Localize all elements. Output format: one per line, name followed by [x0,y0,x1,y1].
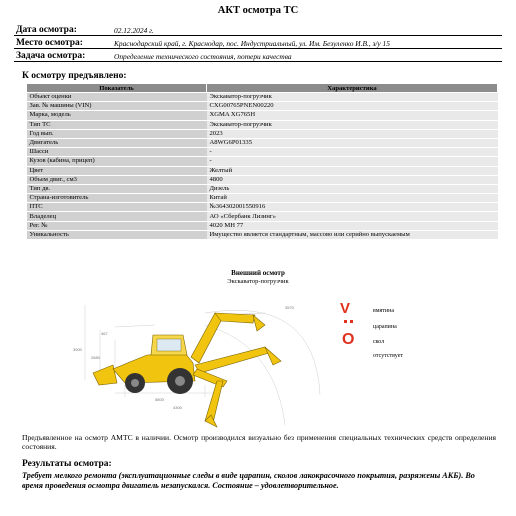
table-row [27,166,498,175]
characteristic-cell: CXG00765PNEN00220 [207,102,498,111]
indicator-cell: Страна-изготовитель [27,194,207,203]
characteristic-cell: Имущество является стандартным, массово или серийно выпускаемым [207,230,498,239]
table-row [27,221,498,230]
characteristic-cell: 4800 [207,175,498,184]
characteristic-cell: A8WG6P01335 [207,138,498,147]
table-row [27,184,498,193]
characteristic-cell: 2023 [207,129,498,138]
document-title: АКТ осмотра ТС [217,5,299,16]
indicator-cell: Рег. № [27,221,207,230]
indicator-cell: Цвет [27,166,207,175]
presented-heading: К осмотру предъявлено: [22,71,127,81]
table-row [27,129,498,138]
table-row [27,111,498,120]
characteristic-cell: Желтый [207,166,498,175]
characteristic-cell: Китай [207,194,498,203]
table-row [27,194,498,203]
inspection-date-row [14,24,502,36]
scratch-label: царапина [373,324,397,330]
visual-title: Внешний осмотр [231,269,285,277]
table-header [27,84,498,93]
indicator-cell: Объект оценки [27,93,207,102]
indicator-cell: Тип дв. [27,184,207,193]
dent-label: вмятина [373,308,394,314]
indicator-cell: Зав. № машины (VIN) [27,102,207,111]
dim-label-6: 4300 [173,405,182,410]
indicator-cell: Двигатель [27,138,207,147]
indicator-cell: Марка, модель [27,111,207,120]
chip-label: скол [373,339,385,345]
divider [14,35,502,36]
indicator-cell: Объем двиг., см3 [27,175,207,184]
chip-symbol: O [342,331,355,348]
column-header-indicator: Показатель [27,84,207,93]
divider [14,61,502,62]
indicator-cell: Шасси [27,148,207,157]
indicator-cell: Год вып. [27,129,207,138]
characteristic-cell: Экскаватор-погрузчик [207,93,498,102]
table-row [27,102,498,111]
inspection-note: Предъявленное на осмотр АМТС в наличии. Осмотр производился визуально без применения специальных технических средств определения состояния. [22,433,496,451]
task-label: Задача осмотра: [16,51,86,61]
table-row [27,203,498,212]
dent-symbol: V [340,300,351,317]
task-value: Определение технического состояния, потери качества [114,52,292,61]
loader-bucket [93,365,117,385]
table-row [27,93,498,102]
characteristic-cell: 4020 МН 77 [207,221,498,230]
properties-table [26,83,498,240]
backhoe-arm-extended [195,347,281,373]
characteristic-cell: АО «Сбербанк Лизинг» [207,212,498,221]
table-row [27,148,498,157]
indicator-cell: Владелец [27,212,207,221]
table-row [27,230,498,239]
indicator-cell: Кузов (кабина, прицеп) [27,157,207,166]
dim-label-2: 2680 [91,355,100,360]
results-text: Требует мелкого ремонта (эксплуатационные следы в виде царапин, сколов лакокрасочного покрытия, разряжены АКБ). Во время проведения осмотра двигатель незапускался. Состояние – удовлетворительное. [22,471,475,490]
characteristic-cell: XGMA XG765H [207,111,498,120]
place-row [14,37,502,49]
task-row [14,50,502,62]
inspection-date-label: Дата осмотра: [16,25,77,35]
characteristic-cell: Экскаватор-погрузчик [207,120,498,129]
indicator-cell: ПТС [27,203,207,212]
table-row [27,212,498,221]
dim-label-4: 3570 [285,305,294,310]
table-row [27,120,498,129]
divider [14,48,502,49]
scratch-symbol [344,320,353,326]
indicator-cell: Тип ТС [27,120,207,129]
indicator-cell: Уникальность [27,230,207,239]
results-heading: Результаты осмотра: [22,459,112,469]
visual-subtitle: Экскаватор-погрузчик [227,278,289,285]
dim-label-7: 467 [101,331,108,336]
characteristic-cell: - [207,148,498,157]
missing-label: отсутствует [373,353,404,359]
characteristic-cell: - [207,157,498,166]
backhoe-loader-diagram [55,285,345,430]
characteristic-cell: Дизель [207,184,498,193]
dim-label-1: 3900 [73,347,82,352]
place-label: Место осмотра: [16,38,83,48]
column-header-characteristic: Характеристика [207,84,498,93]
place-value: Краснодарский край, г. Краснодар, пос. Индустриальный, ул. Им. Безуленко И.В., з/у 15 [114,39,390,48]
table-row [27,138,498,147]
inspection-date-value: 02.12.2024 г. [114,26,154,35]
dim-label-3: 5800 [155,397,164,402]
characteristic-cell: №364302001550916 [207,203,498,212]
table-row [27,175,498,184]
table-row [27,157,498,166]
backhoe-arm-lowered [193,369,227,427]
